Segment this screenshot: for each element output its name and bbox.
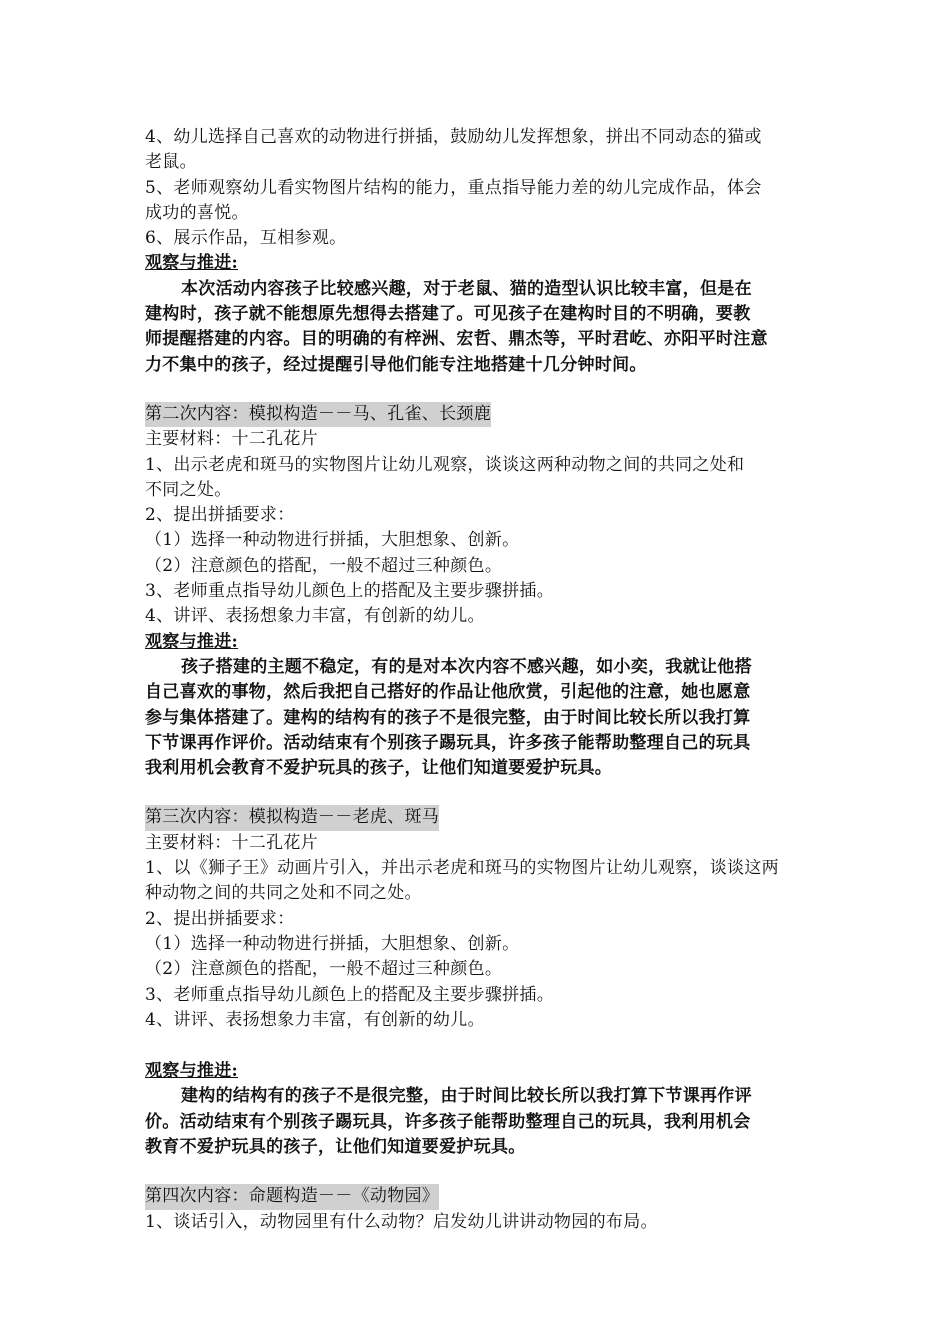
observation-line: 建构时，孩子就不能想原先想得去搭建了。可见孩子在建构时目的不明确，要教 bbox=[145, 304, 751, 325]
materials-line: 主要材料：十二孔花片 bbox=[145, 832, 318, 853]
step-line: 2、提出拼插要求： bbox=[145, 908, 295, 929]
step-line: （1）选择一种动物进行拼插，大胆想象、创新。 bbox=[145, 933, 520, 954]
step-line: 1、以《狮子王》动画片引入，并出示老虎和斑马的实物图片让幼儿观察，谈谈这两 bbox=[145, 858, 779, 879]
spacer bbox=[145, 1160, 815, 1184]
observation-heading: 观察与推进: bbox=[145, 253, 239, 274]
spacer bbox=[145, 1033, 815, 1059]
observation-line: 建构的结构有的孩子不是很完整，由于时间比较长所以我打算下节课再作评 bbox=[181, 1086, 752, 1107]
section-1 bbox=[145, 125, 815, 378]
spacer bbox=[145, 781, 815, 805]
step-line: 1、出示老虎和斑马的实物图片让幼儿观察，谈谈这两种动物之间的共同之处和 bbox=[145, 454, 745, 475]
section-title: 第四次内容：命题构造－－《动物园》 bbox=[145, 1184, 439, 1209]
materials-line: 主要材料：十二孔花片 bbox=[145, 429, 318, 450]
step-line: 6、展示作品，互相参观。 bbox=[145, 228, 347, 249]
step-line: 种动物之间的共同之处和不同之处。 bbox=[145, 883, 422, 904]
observation-line: 教育不爱护玩具的孩子，让他们知道要爱护玩具。 bbox=[145, 1136, 526, 1157]
observation-line: 本次活动内容孩子比较感兴趣，对于老鼠、猫的造型认识比较丰富，但是在 bbox=[181, 278, 752, 299]
step-line: （2）注意颜色的搭配，一般不超过三种颜色。 bbox=[145, 959, 503, 980]
step-line: 4、幼儿选择自己喜欢的动物进行拼插，鼓励幼儿发挥想象，拼出不同动态的猫或 bbox=[145, 127, 762, 147]
step-line: 成功的喜悦。 bbox=[145, 202, 249, 223]
observation-line: 孩子搭建的主题不稳定，有的是对本次内容不感兴趣，如小奕，我就让他搭 bbox=[181, 656, 752, 677]
spacer bbox=[145, 378, 815, 402]
observation-line: 我利用机会教育不爱护玩具的孩子，让他们知道要爱护玩具。 bbox=[145, 758, 613, 779]
step-line: 2、提出拼插要求： bbox=[145, 505, 295, 526]
step-line: 5、老师观察幼儿看实物图片结构的能力，重点指导能力差的幼儿完成作品，体会 bbox=[145, 177, 762, 198]
section-title: 第二次内容：模拟构造－－马、孔雀、长颈鹿 bbox=[145, 402, 491, 427]
observation-line: 自己喜欢的事物，然后我把自己搭好的作品让他欣赏，引起他的注意，她也愿意 bbox=[145, 682, 751, 703]
step-line: （1）选择一种动物进行拼插，大胆想象、创新。 bbox=[145, 530, 520, 551]
step-line: 3、老师重点指导幼儿颜色上的搭配及主要步骤拼插。 bbox=[145, 581, 555, 602]
observation-heading: 观察与推进: bbox=[145, 631, 239, 652]
observation-heading: 观察与推进: bbox=[145, 1061, 239, 1082]
section-2 bbox=[145, 402, 815, 781]
step-line: 1、谈话引入，动物园里有什么动物？启发幼儿讲讲动物园的布局。 bbox=[145, 1211, 658, 1232]
step-line: 4、讲评、表扬想象力丰富，有创新的幼儿。 bbox=[145, 1009, 485, 1030]
section-title: 第三次内容：模拟构造－－老虎、斑马 bbox=[145, 805, 439, 830]
step-line: 老鼠。 bbox=[145, 152, 197, 173]
observation-line: 师提醒搭建的内容。目的明确的有梓洲、宏哲、鼎杰等，平时君屹、亦阳平时注意 bbox=[145, 329, 768, 350]
section-4 bbox=[145, 1184, 815, 1235]
observation-line: 参与集体搭建了。建构的结构有的孩子不是很完整，由于时间比较长所以我打算 bbox=[145, 707, 751, 728]
step-line: （2）注意颜色的搭配，一般不超过三种颜色。 bbox=[145, 555, 503, 576]
step-line: 不同之处。 bbox=[145, 479, 232, 500]
observation-line: 力不集中的孩子，经过提醒引导他们能专注地搭建十几分钟时间。 bbox=[145, 354, 647, 375]
step-line: 3、老师重点指导幼儿颜色上的搭配及主要步骤拼插。 bbox=[145, 984, 555, 1005]
observation-line: 下节课再作评价。活动结束有个别孩子踢玩具，许多孩子能帮助整理自己的玩具 bbox=[145, 732, 751, 753]
section-3 bbox=[145, 805, 815, 1160]
document-page bbox=[145, 125, 815, 1235]
step-line: 4、讲评、表扬想象力丰富，有创新的幼儿。 bbox=[145, 606, 485, 627]
observation-line: 价。活动结束有个别孩子踢玩具，许多孩子能帮助整理自己的玩具，我利用机会 bbox=[145, 1111, 751, 1132]
